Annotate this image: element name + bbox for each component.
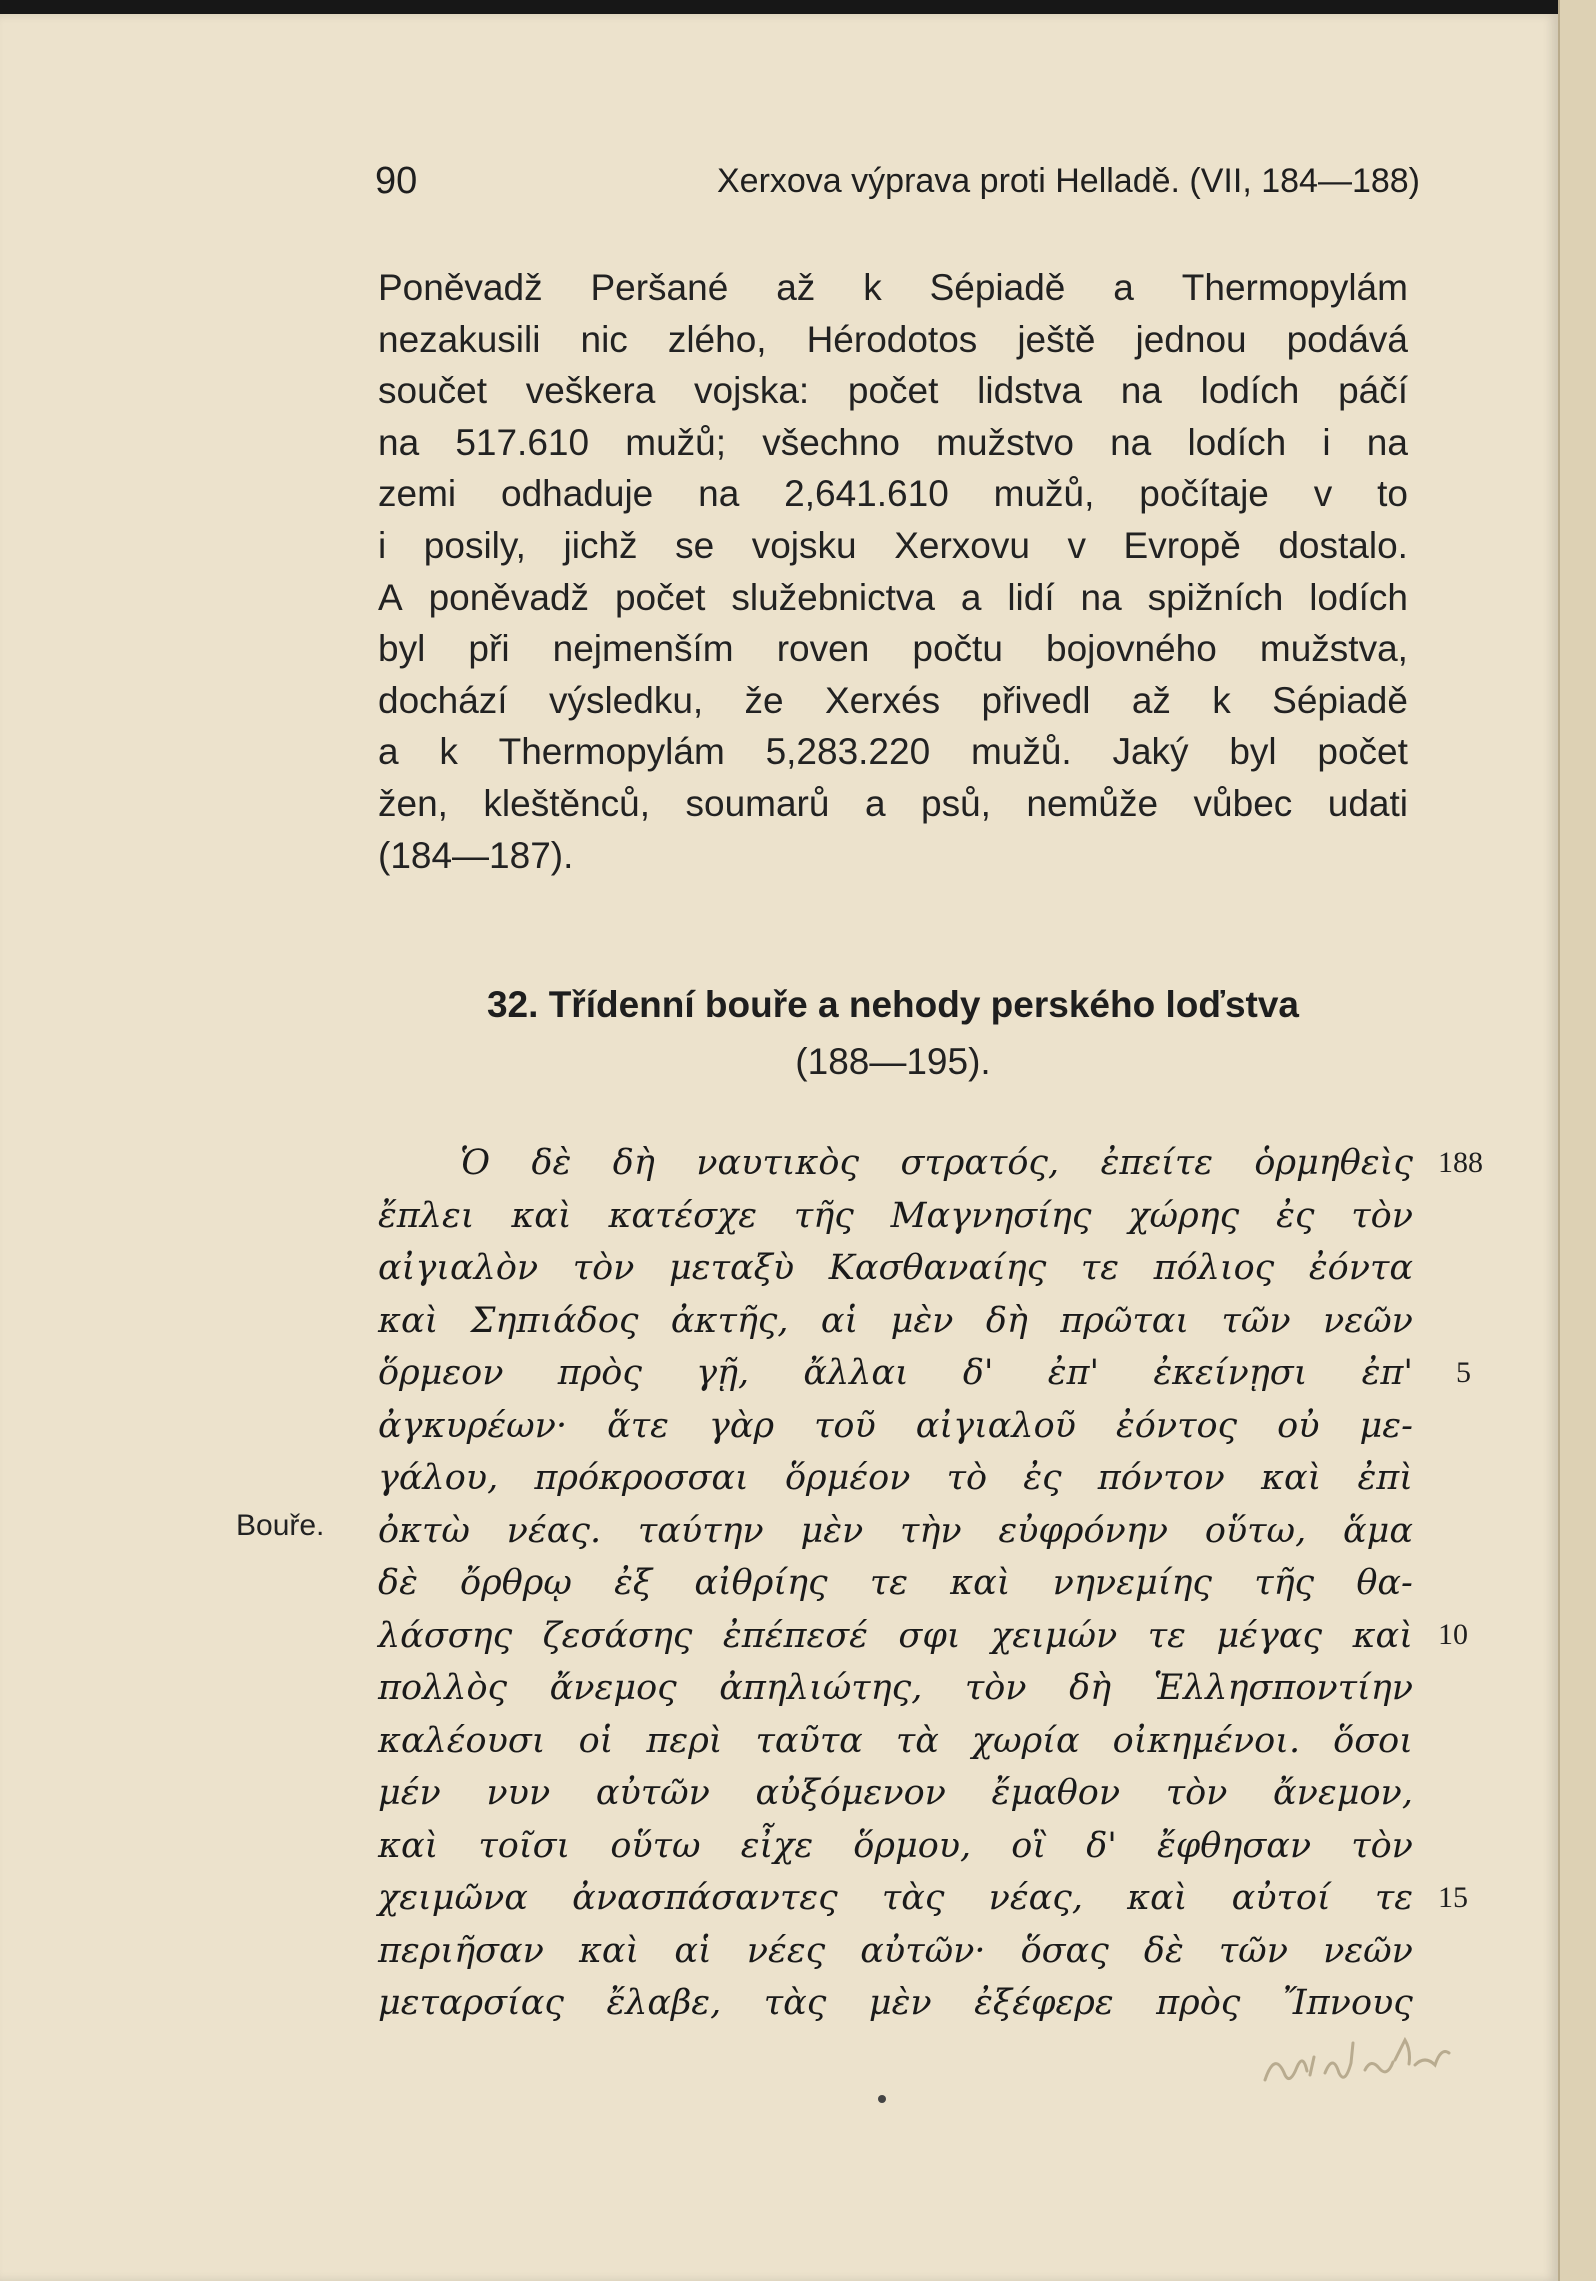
czech-line: na 517.610 mužů; všechno mužstvo na lodích i na: [378, 421, 1408, 463]
czech-line: zemi odhaduje na 2,641.610 mužů, počítaje v to: [378, 473, 1408, 515]
running-head: Xerxova výprava proti Helladě. (VII, 184—188): [716, 162, 1420, 200]
line-number: 188: [1438, 1146, 1483, 1179]
ink-dot: [878, 2095, 886, 2103]
greek-line: λάσσης ζεσάσης ἐπέπεσέ σφι χειμών τε μέγας καὶ: [378, 1615, 1413, 1656]
greek-line: γάλου, πρόκροσσαι ὅρμέον τὸ ἐς πόντον καὶ ἐπὶ: [378, 1458, 1413, 1498]
greek-line: καλέουσι οἱ περὶ ταῦτα τὰ χωρία οἰκημένοι. ὅσοι: [378, 1720, 1413, 1761]
greek-line: αἰγιαλὸν τὸν μεταξὺ Κασθαναίης τε πόλιος ἐόντα: [378, 1248, 1413, 1288]
greek-line: ἔπλει καὶ κατέσχε τῆς Μαγνησίης χώρης ἐς τὸν: [378, 1195, 1413, 1236]
czech-line: (184—187).: [378, 834, 574, 876]
greek-line: καὶ τοῖσι οὕτω εἶχε ὅρμου, οἳ δ' ἔφθησαν τὸν: [378, 1825, 1413, 1866]
czech-line: i posily, jichž se vojsku Xerxovu v Evropě dostalo.: [378, 524, 1408, 566]
greek-line: δὲ ὄρθρῳ ἐξ αἰθρίης τε καὶ νηνεμίης τῆς θα-: [378, 1563, 1413, 1603]
section-range: (188—195).: [795, 1041, 991, 1082]
czech-line: nezakusili nic zlého, Hérodotos ještě jednou podává: [378, 318, 1408, 360]
czech-line: byl při nejmenším roven počtu bojovného mužstva,: [378, 628, 1408, 670]
greek-line: Ὁ δὲ δὴ ναυτικὸς στρατός, ἐπείτε ὁρμηθεὶς: [460, 1143, 1413, 1183]
greek-line: καὶ Σηπιάδος ἀκτῆς, αἱ μὲν δὴ πρῶται τῶν νεῶν: [378, 1300, 1413, 1341]
czech-line: a k Thermopylám 5,283.220 mužů. Jaký byl počet: [378, 731, 1408, 773]
greek-line: ὀκτὼ νέας. ταύτην μὲν τὴν εὐφρόνην οὕτω, ἅμα: [378, 1510, 1413, 1551]
czech-line: Poněvadž Peršané až k Sépiadě a Thermopylám: [378, 267, 1408, 308]
czech-line: dochází výsledku, že Xerxés přivedl až k Sépiadě: [378, 679, 1408, 721]
greek-line: μέν νυν αὐτῶν αὐξόμενον ἔμαθον τὸν ἄνεμον,: [378, 1773, 1413, 1813]
greek-text: [378, 1137, 1413, 2030]
czech-line: A poněvadž počet služebnictva a lidí na spižních lodích: [378, 576, 1408, 618]
czech-line: součet veškera vojska: počet lidstva na lodích páčí: [378, 370, 1408, 412]
line-number: 10: [1438, 1618, 1468, 1651]
greek-line: πολλὸς ἄνεμος ἀπηλιώτης, τὸν δὴ Ἑλλησποντίην: [378, 1668, 1413, 1708]
line-number: 5: [1456, 1356, 1471, 1389]
section-title: 32. Třídenní bouře a nehody perského loďstva: [486, 984, 1299, 1025]
greek-line: μεταρσίας ἔλαβε, τὰς μὲν ἐξέφερε πρὸς Ἴπνους: [378, 1983, 1413, 2023]
greek-line: ὅρμεον πρὸς γῇ, ἄλλαι δ' ἐπ' ἐκείνῃσι ἐπ': [378, 1353, 1413, 1393]
greek-line: χειμῶνα ἀνασπάσαντες τὰς νέας, καὶ αὐτοί τε: [378, 1878, 1413, 1918]
handwritten-signature: [1255, 2025, 1555, 2105]
czech-line: žen, kleštěnců, soumarů a psů, nemůže vůbec udati: [378, 782, 1408, 824]
greek-line: ἀγκυρέων· ἅτε γὰρ τοῦ αἰγιαλοῦ ἐόντος οὐ με-: [378, 1405, 1413, 1446]
greek-line: περιῆσαν καὶ αἱ νέες αὐτῶν· ὅσας δὲ τῶν νεῶν: [378, 1930, 1413, 1971]
page-number: 90: [375, 160, 418, 202]
page-edge: [1558, 0, 1596, 2281]
margin-note: Bouře.: [236, 1509, 325, 1542]
line-number: 15: [1438, 1881, 1468, 1914]
czech-paragraph: [378, 262, 1408, 881]
